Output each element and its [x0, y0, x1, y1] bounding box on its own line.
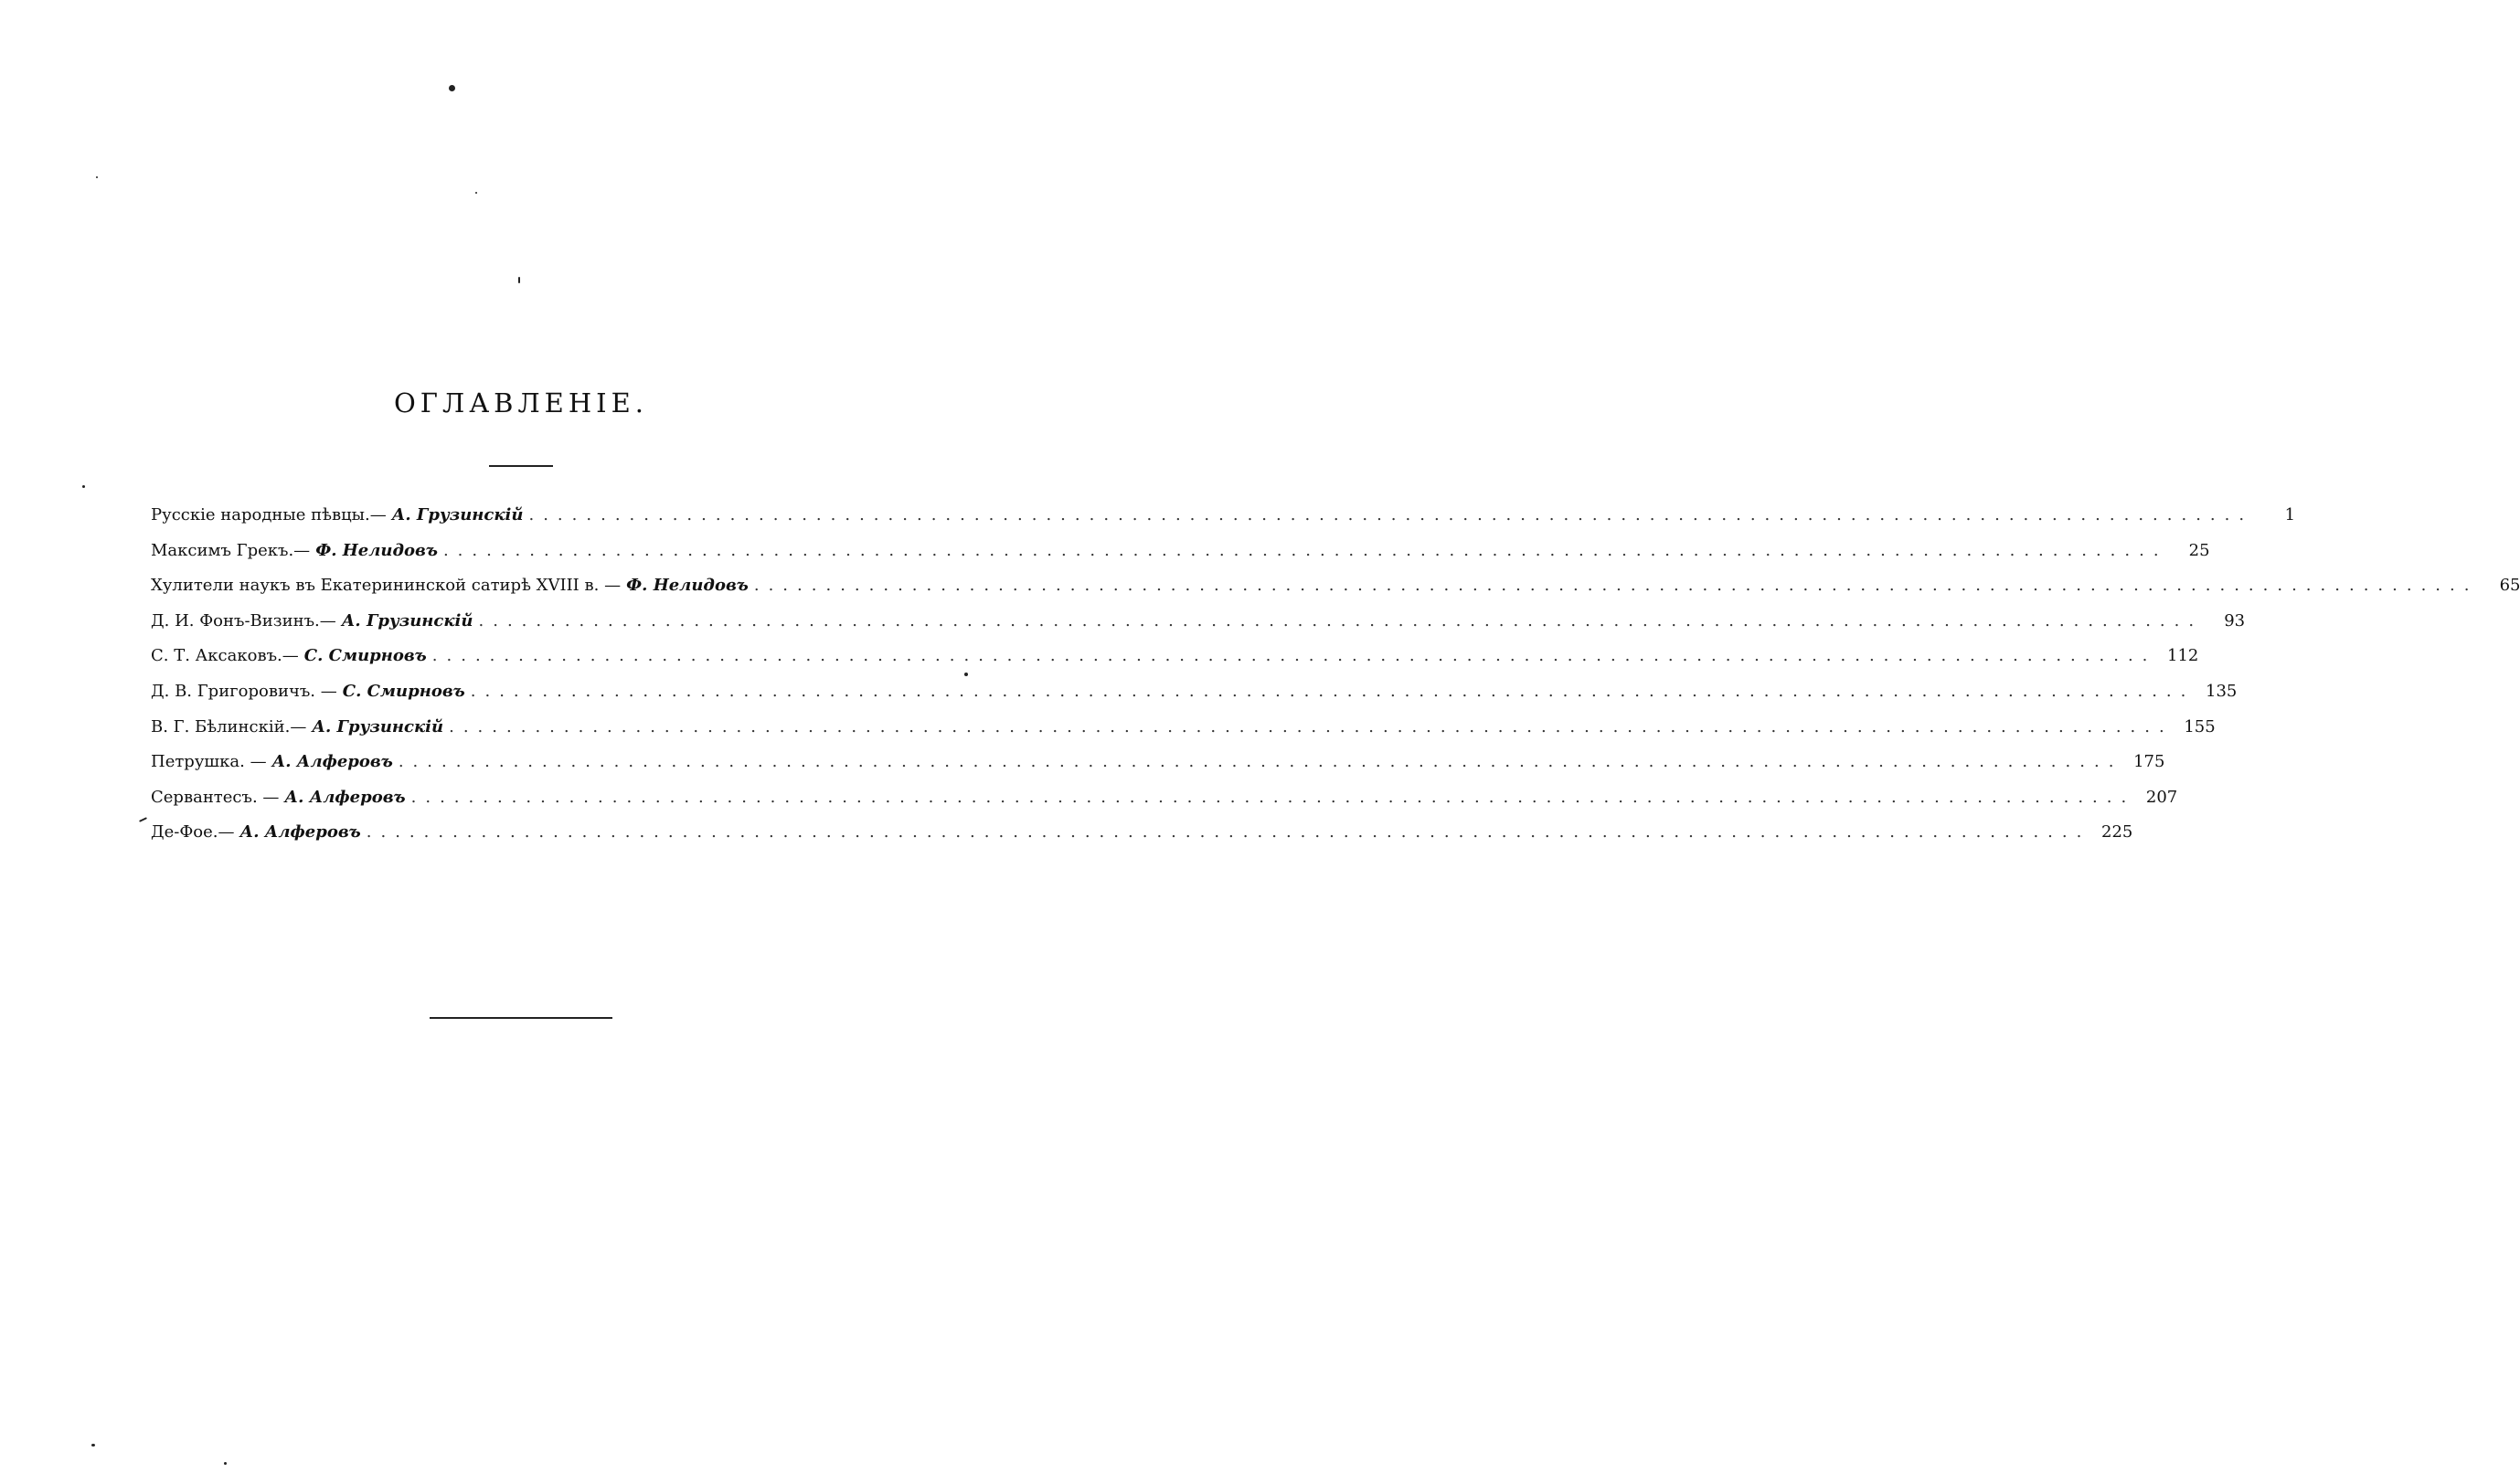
scan-speck	[139, 817, 147, 822]
toc-entry-page-number: 65	[2499, 576, 2520, 596]
toc-entry-author: Ф. Нелидовъ	[315, 540, 438, 560]
toc-entry-author: А. Грузинскій	[341, 610, 473, 631]
toc-entry-title: Д. И. Фонъ-Визинъ.—	[151, 610, 336, 631]
toc-entry	[151, 822, 2133, 858]
table-of-contents	[151, 505, 2520, 858]
toc-entry-author: С. Смирновъ	[342, 681, 465, 701]
toc-leader-dots: ........................................................................................................................	[410, 787, 2136, 807]
toc-entry	[151, 716, 2216, 753]
toc-entry-page-number: 155	[2184, 716, 2216, 736]
toc-entry	[151, 787, 2178, 823]
page-title: ОГЛАВЛЕНІЕ.	[394, 387, 648, 419]
toc-leader-dots: ........................................................................................................................	[449, 716, 2174, 736]
toc-entry	[151, 505, 2296, 541]
toc-entry-author: Ф. Нелидовъ	[626, 576, 749, 596]
toc-entry-page-number: 207	[2145, 787, 2178, 807]
toc-leader-dots: ........................................................................................................................	[478, 610, 2204, 631]
toc-entry-title: С. Т. Аксаковъ.—	[151, 646, 299, 666]
toc-entry	[151, 752, 2165, 788]
toc-entry-page-number: 112	[2167, 646, 2199, 666]
toc-entry-title: Хулители наукъ въ Екатерининской сатирѣ XVIII в. —	[151, 576, 622, 596]
toc-entry-author: А. Алферовъ	[271, 752, 393, 772]
toc-entry-title: Петрушка. —	[151, 752, 267, 772]
toc-leader-dots: ........................................................................................................................	[442, 540, 2168, 560]
toc-entry-author: А. Алферовъ	[239, 822, 361, 842]
toc-leader-dots: ........................................................................................................................	[528, 505, 2254, 525]
toc-entry-author: А. Грузинскій	[391, 505, 524, 525]
scan-speck	[518, 277, 520, 283]
toc-entry-page-number: 1	[2284, 505, 2296, 525]
toc-entry-title: Де-Фое.—	[151, 822, 235, 842]
toc-entry	[151, 646, 2199, 682]
toc-leader-dots: ........................................................................................................................	[753, 576, 2479, 596]
toc-entry-title: Русскіе народные пѣвцы.—	[151, 505, 387, 525]
toc-entry	[151, 576, 2520, 611]
toc-entry-title: Максимъ Грекъ.—	[151, 540, 311, 560]
toc-entry-page-number: 175	[2133, 752, 2165, 772]
toc-entry	[151, 681, 2238, 717]
toc-entry-page-number: 225	[2101, 822, 2133, 842]
scan-speck	[82, 485, 85, 488]
scan-speck	[96, 176, 98, 178]
toc-entry-author: С. Смирновъ	[303, 646, 427, 666]
toc-leader-dots: ........................................................................................................................	[431, 646, 2157, 666]
scan-speck	[449, 85, 455, 91]
toc-entry-page-number: 25	[2188, 540, 2210, 560]
toc-entry-title: Д. В. Григоровичъ. —	[151, 681, 337, 701]
scan-speck	[964, 673, 968, 676]
title-divider	[489, 465, 553, 467]
toc-entry	[151, 610, 2246, 647]
toc-entry-title: В. Г. Бѣлинскій.—	[151, 716, 307, 736]
toc-leader-dots: ........................................................................................................................	[398, 752, 2123, 772]
toc-leader-dots: ........................................................................................................................	[470, 681, 2196, 701]
scan-speck	[224, 1462, 227, 1465]
scan-speck	[91, 1444, 95, 1447]
toc-entry	[151, 540, 2210, 577]
scan-speck	[475, 192, 477, 194]
toc-leader-dots: ........................................................................................................................	[366, 822, 2091, 842]
toc-entry-author: А. Алферовъ	[284, 787, 406, 807]
toc-entry-author: А. Грузинскій	[312, 716, 444, 736]
toc-entry-page-number: 135	[2206, 681, 2238, 701]
closing-divider	[430, 1017, 612, 1019]
toc-entry-page-number: 93	[2224, 610, 2246, 631]
toc-entry-title: Сервантесъ. —	[151, 787, 280, 807]
